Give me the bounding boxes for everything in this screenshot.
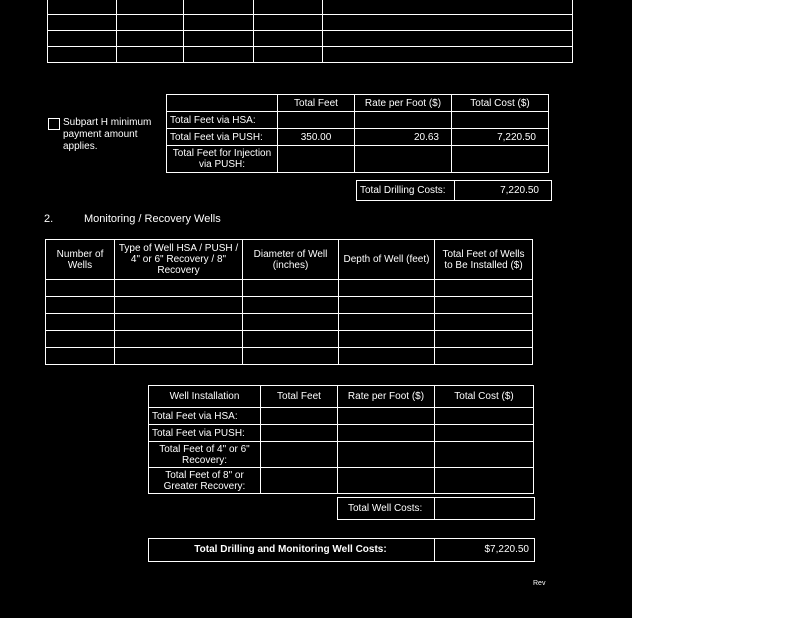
footer-mark: Rev <box>533 580 546 587</box>
drilling-cost-table <box>166 94 549 173</box>
table-row <box>46 280 533 297</box>
well-installation-table: Well Installation Total Feet Rate per Foot ($) Total Cost ($) Total Feet via HSA: Total Feet via PUSH: Total Feet of 4" or 6" Recovery: Total Feet of 8" or Greater Recovery: <box>148 385 534 494</box>
monitoring-wells-table: Number of Wells Type of Well HSA / PUSH / 4" or 6" Recovery / 8" Recovery Diameter of Well (inches) Depth of Well (feet) Total Feet of Wells to Be Installed ($) <box>45 239 533 365</box>
table-row <box>46 314 533 331</box>
table-row <box>46 297 533 314</box>
total-well-label: Total Well Costs: <box>348 503 423 514</box>
table-row <box>46 348 533 365</box>
header-total-cost: Total Cost ($) <box>452 95 549 112</box>
table-row: Total Feet via PUSH: 350.00 20.63 7,220.50 <box>167 129 549 146</box>
total-well-costs <box>337 497 535 520</box>
section-title: Monitoring / Recovery Wells <box>84 213 221 225</box>
subpart-h-checkbox[interactable] <box>48 118 60 130</box>
section-number: 2. <box>44 213 54 225</box>
push-rate-value: 20.63 <box>355 129 452 146</box>
header-blank <box>167 95 278 112</box>
table-row: Total Feet via HSA: <box>149 408 534 425</box>
grand-total-value: $7,220.50 <box>484 544 529 555</box>
grand-total-label: Total Drilling and Monitoring Well Costs: <box>194 544 387 555</box>
push-feet-value: 350.00 <box>278 129 355 146</box>
previous-table-tail <box>47 0 573 63</box>
table-row: Total Feet via PUSH: <box>149 425 534 442</box>
table-row <box>46 331 533 348</box>
push-cost-value: 7,220.50 <box>452 129 549 146</box>
total-drilling-label: Total Drilling Costs: <box>360 185 446 196</box>
table-row: Total Feet via HSA: <box>167 112 549 129</box>
grand-total-box <box>148 538 535 562</box>
table-row: Total Feet for Injection via PUSH: <box>167 146 549 173</box>
table-row: Total Feet of 8" or Greater Recovery: <box>149 468 534 494</box>
header-rate: Rate per Foot ($) <box>355 95 452 112</box>
table-row: Total Feet of 4" or 6" Recovery: <box>149 442 534 468</box>
subpart-h-label: Subpart H minimum payment amount applies. <box>63 117 152 152</box>
total-drilling-costs <box>356 180 552 201</box>
total-drilling-value: 7,220.50 <box>500 185 539 196</box>
header-total-feet: Total Feet <box>278 95 355 112</box>
